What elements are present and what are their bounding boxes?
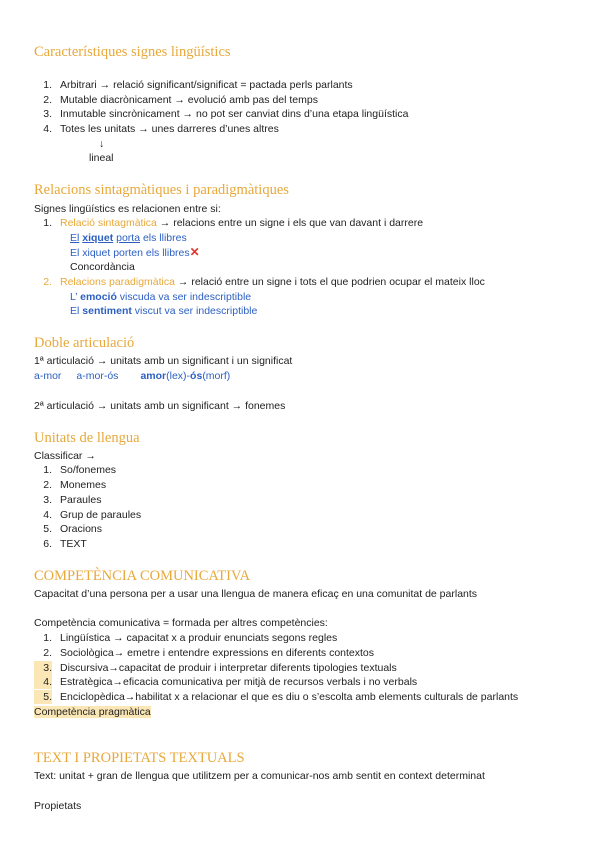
heading-text-propietats: TEXT I PROPIETATS TEXTUALS (34, 750, 245, 766)
intro-text: Signes lingüístics es relacionen entre si: (34, 203, 221, 215)
list-item: 2. Sociològica→ emetre i entendre expressions en diferents contextos (43, 647, 375, 659)
list-item: 6. TEXT (43, 538, 87, 550)
definition-text: Text: unitat + gran de llengua que utilitzem per a comunicar-nos amb sentit en context determinat (34, 770, 485, 782)
list-item: 4. Grup de paraules (43, 509, 142, 521)
list-item: 1. Lingüística → capacitat x a produir enunciats segons regles (43, 632, 338, 644)
heading-unitats: Unitats de llengua (34, 430, 140, 446)
cross-mark-icon: ✕ (189, 245, 200, 259)
list-item: 3. Inmutable sincrònicament → no pot ser canviat dins d’una etapa lingüística (43, 108, 409, 120)
list-item: 1. So/fonemes (43, 464, 117, 476)
intro-text: Classificar → (34, 450, 96, 462)
list-item: 3. Discursiva→capacitat de produir i interpretar diferents tipologies textuals (34, 661, 397, 675)
list-item: 4. Totes les unitats → unes darreres d’unes altres (43, 123, 279, 135)
term-paradigmatica: Relacions paradigmàtica (60, 276, 175, 288)
example-line: El xiquet porta els llibres (70, 232, 187, 244)
lineal-label: lineal (89, 152, 114, 164)
list-item: 2. Mutable diacrònicament → evolució amb pas del temps (43, 94, 318, 106)
heading-competencia: COMPETÈNCIA COMUNICATIVA (34, 568, 251, 584)
down-arrow-icon: ↓ (99, 138, 105, 150)
list-item: 5. Oracions (43, 523, 103, 535)
term-sintagmatica: Relació sintagmàtica (60, 217, 157, 229)
heading-doble-articulacio: Doble articulació (34, 335, 135, 351)
list-item: 1. Arbitrari → relació significant/significat = pactada perls parlants (43, 79, 353, 91)
list-item: 1. Relació sintagmàtica → relacions entre un signe i els que van davant i darrere (43, 217, 424, 229)
list-item: 4. Estratègica→eficacia comunicativa per mitjà de recursos verbals i no verbals (34, 675, 417, 689)
example-line: El sentiment viscut va ser indescriptible (70, 305, 258, 317)
articulacio-2: 2ª articulació → unitats amb un significant → fonemes (34, 400, 286, 412)
propietats-label: Propietats (34, 800, 82, 812)
concordancia-label: Concordància (70, 261, 135, 273)
list-item: 5. Enciclopèdica→habilitat x a relacionar el que es diu o s’escolta amb elements culturals de parlants (34, 690, 518, 704)
definition-text: Capacitat d’una persona per a usar una llengua de manera eficaç en una comunitat de parlants (34, 588, 478, 600)
list-item: 2. Monemes (43, 479, 107, 491)
example-line: L’ emoció viscuda va ser indescriptible (70, 291, 252, 303)
list-item: 2. Relacions paradigmàtica → relació entre un signe i tots el que podrien ocupar el mateix lloc (43, 276, 485, 288)
morpheme-examples: a-mor a-mor-ós amor(lex)-ós(morf) (34, 370, 231, 382)
list-item: 3. Paraules (43, 494, 102, 506)
heading-caracteristiques: Característiques signes lingüístics (34, 44, 231, 60)
articulacio-1: 1ª articulació → unitats amb un significant i un significat (34, 355, 293, 367)
highlight-pragmatica: Competència pragmàtica (34, 706, 151, 718)
example-line: El xiquet porten els llibres✕ (70, 245, 200, 259)
heading-relacions: Relacions sintagmàtiques i paradigmàtiques (34, 182, 289, 198)
intro-text: Competència comunicativa = formada per altres competències: (34, 617, 328, 629)
